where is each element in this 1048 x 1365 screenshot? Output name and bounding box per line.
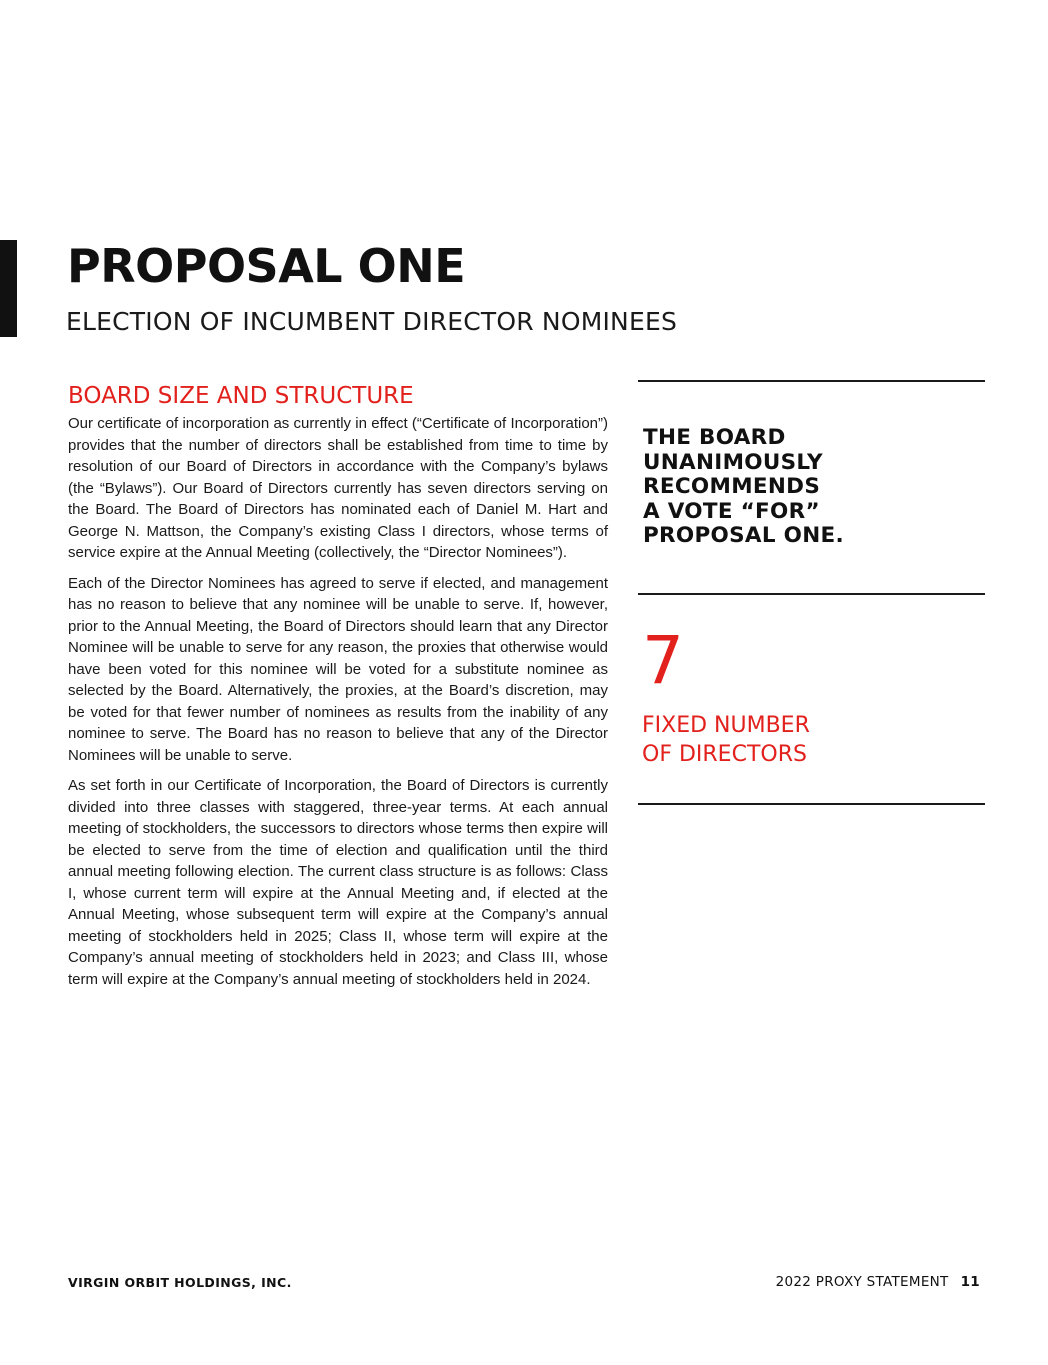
footer-company: VIRGIN ORBIT HOLDINGS, INC. bbox=[68, 1275, 292, 1290]
stat-label-line: FIXED NUMBER bbox=[642, 712, 810, 738]
director-count: 7 bbox=[642, 621, 684, 699]
divider bbox=[638, 593, 985, 595]
recommendation-line: A VOTE “FOR” bbox=[643, 498, 820, 524]
paragraph: Our certificate of incorporation as currently in effect (“Certificate of Incorporation”) provides that the number of directors shall be established from time to time by resolution of our Board of Directors in accordance with the Company’s bylaws (the “Bylaws”). Our Board of Directors currently has seven directors serving on the Board. The Board of Directors has nominated each of Daniel M. Hart and George N. Mattson, the Company’s existing Class I directors, whose terms of service expire at the Annual Meeting (collectively, the “Director Nominees”). bbox=[68, 415, 608, 561]
footer-document-info bbox=[776, 1274, 980, 1290]
paragraph: As set forth in our Certificate of Incorporation, the Board of Directors is currently divided into three classes with staggered, three-year terms. At each annual meeting of stockholders, the successors to directors whose terms then expire will be elected to serve from the time of election and qualification until the third annual meeting following election. The current class structure is as follows: Class I, whose current term will expire at the Annual Meeting and, if elected at the Annual Meeting, whose subsequent term will expire at the Company’s annual meeting of stockholders held in 2025; Class II, whose term will expire at the Company’s annual meeting of stockholders held in 2023; and Class III, whose term will expire at the Company’s annual meeting of stockholders held in 2024. bbox=[68, 777, 608, 988]
sidebar bbox=[638, 380, 985, 805]
divider bbox=[638, 803, 985, 805]
recommendation-line: PROPOSAL ONE. bbox=[643, 523, 844, 548]
recommendation-line: RECOMMENDS bbox=[643, 474, 821, 499]
section-heading: BOARD SIZE AND STRUCTURE bbox=[68, 383, 414, 409]
director-count-label bbox=[642, 711, 985, 769]
stat-label-line: OF DIRECTORS bbox=[642, 741, 807, 767]
main-content bbox=[68, 380, 608, 999]
divider bbox=[638, 380, 985, 382]
page-title: PROPOSAL ONE bbox=[67, 239, 466, 293]
board-recommendation bbox=[643, 426, 985, 549]
paragraph: Each of the Director Nominees has agreed to serve if elected, and management has no reason to believe that any nominee will be unable to serve. If, however, prior to the Annual Meeting, the Board of Directors should learn that any Director Nominee will be unable to serve for any reason, the proxies that otherwise would have been voted for this nominee will be voted for a substitute nominee as selected by the Board. Alternatively, the proxies, at the Board’s discretion, may be voted for that fewer number of nominees as results from the inability of any nominee to serve. The Board has no reason to believe that any of the Director Nominees will be unable to serve. bbox=[68, 574, 608, 764]
recommendation-line: THE BOARD bbox=[643, 425, 786, 450]
page-number: 11 bbox=[960, 1274, 980, 1290]
page-subtitle: ELECTION OF INCUMBENT DIRECTOR NOMINEES bbox=[66, 307, 678, 336]
section-accent-bar bbox=[0, 240, 17, 337]
footer-document-title: 2022 PROXY STATEMENT bbox=[775, 1274, 949, 1290]
recommendation-line: UNANIMOUSLY bbox=[643, 449, 823, 475]
